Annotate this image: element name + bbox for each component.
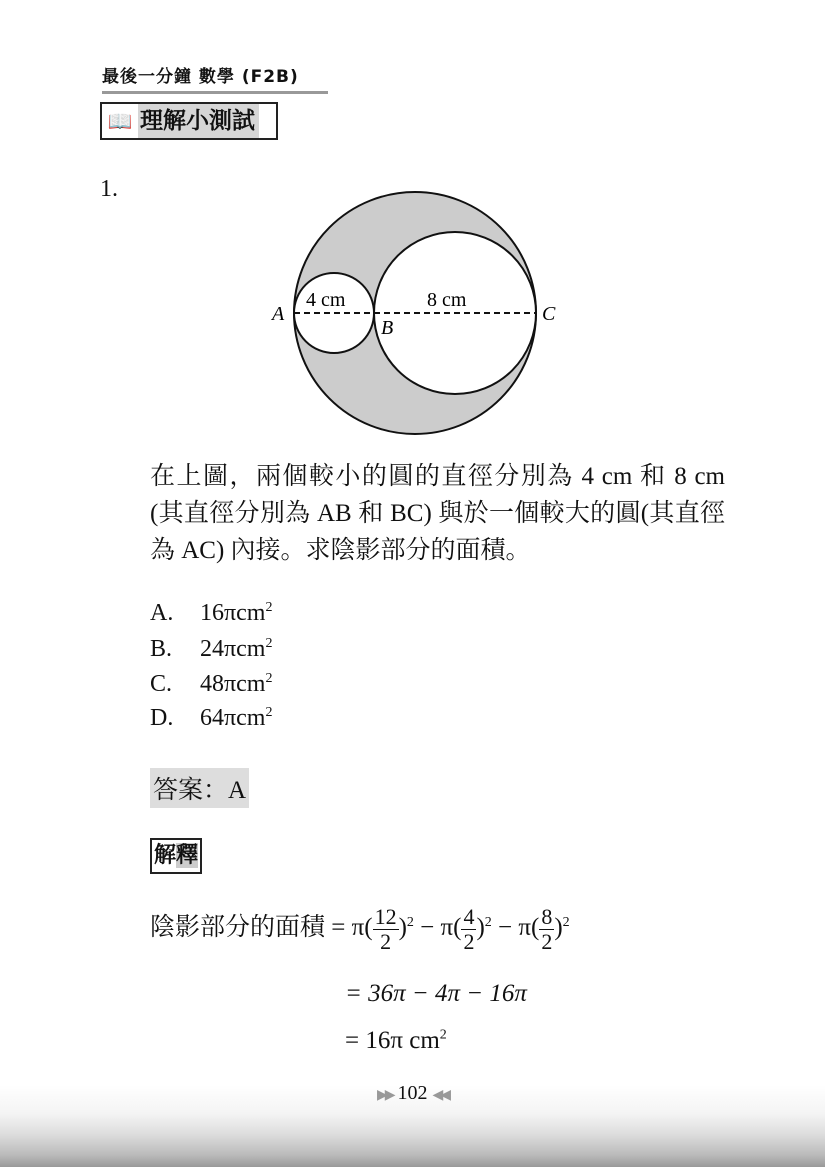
formula-line-1: 陰影部分的面積 = π( $\frac{12}{2}$ )$^2$ − π( $\frac{4}{2}$ )$^2$ − π( $\frac{8}{2}$ )$^2$ xyxy=(150,904,570,954)
arrow-left-icon: ◀◀ xyxy=(432,1088,449,1103)
label-c: C xyxy=(542,303,556,325)
label-4cm: 4 cm xyxy=(306,289,346,311)
explanation-title: 解釋 xyxy=(150,838,202,874)
question-text: 在上圖，兩個較小的圓的直徑分別為 4 cm 和 8 cm (其直徑分別為 AB 和 BC) 與於一個較大的圓(其直徑為 AC) 內接。求陰影部分的面積。 xyxy=(150,463,725,564)
label-a: A xyxy=(272,303,285,325)
answer: 答案：A xyxy=(150,768,249,808)
option-a: A. 16πcm$^2$ xyxy=(150,600,273,626)
arrow-right-icon: ▶▶ xyxy=(376,1088,393,1103)
section-title: 理解小測試 xyxy=(138,104,259,138)
formula-line-3: = 16π $cm^2$ xyxy=(345,1027,447,1054)
option-d: D. 64πcm$^2$ xyxy=(150,705,273,731)
page-header: 最後一分鐘 數學 (F2B) xyxy=(102,62,328,94)
label-b: B xyxy=(381,317,394,339)
book-icon: 📖 xyxy=(107,109,133,133)
formula-line-2: = 36π − 4π − 16π xyxy=(345,980,527,1007)
circle-figure xyxy=(0,0,825,460)
option-b: B. 24πcm$^2$ xyxy=(150,636,273,662)
page-number: ▶▶ 102 ◀◀ xyxy=(376,1082,449,1104)
option-c: C. 48πcm$^2$ xyxy=(150,671,273,697)
label-8cm: 8 cm xyxy=(427,289,467,311)
question-number: 1. xyxy=(100,176,118,202)
